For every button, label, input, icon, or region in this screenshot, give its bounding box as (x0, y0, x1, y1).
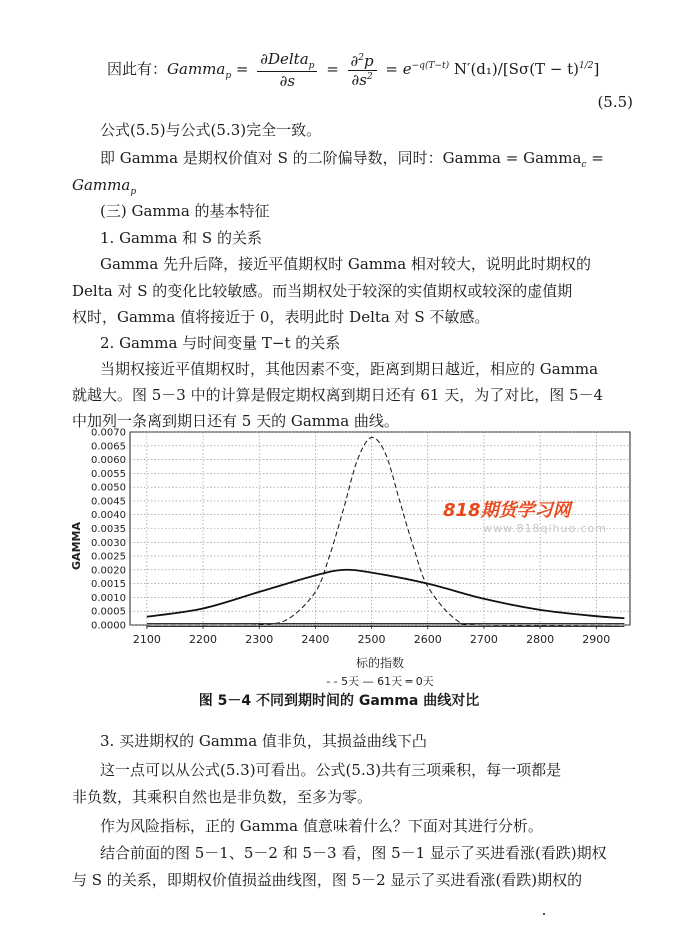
y-tick-label: 0.0065 (91, 441, 126, 453)
fraction-second-derivative: $\frac{\partial^2p}{\partial s^2}$ (348, 52, 377, 89)
y-tick-label: 0.0035 (91, 524, 126, 535)
watermark (443, 496, 607, 535)
x-tick-label: 2600 (413, 633, 442, 646)
y-tick-label: 0.0045 (91, 496, 126, 508)
paragraph-line: 权时，Gamma 值将接近于 0，表明此时 Delta 对 S 不敏感。 (72, 308, 490, 326)
y-tick-label: 0.0025 (91, 551, 126, 563)
paragraph-line: Gamma$_p$ (72, 176, 137, 197)
paragraph-line: 作为风险指标，正的 Gamma 值意味着什么？下面对其进行分析。 (100, 817, 543, 835)
formula-gamma-label: Gamma (167, 60, 226, 78)
x-tick-label: 2200 (189, 633, 218, 646)
x-tick-label: 2700 (469, 633, 498, 646)
paragraph-line: 就越大。图 5－3 中的计算是假定期权离到期日还有 61 天，为了对比，图 5－4 (72, 386, 604, 404)
series-61天-line (147, 570, 625, 618)
paragraph-line: 非负数，其乘积自然也是非负数，至多为零。 (72, 788, 373, 806)
formula-rhs: N′(d₁)/[Sσ(T − t) (453, 60, 580, 78)
gamma-comparison-chart (0, 420, 678, 690)
figure-caption: 图 5－4 不同到期时间的 Gamma 曲线对比 (198, 693, 480, 709)
formula-prefix: 因此有： (107, 60, 168, 78)
watermark-brand: 818期货学习网 (443, 500, 571, 521)
y-tick-label: 0.0060 (91, 455, 126, 467)
paragraph-line: 中加列一条离到期日还有 5 天的 Gamma 曲线。 (72, 412, 399, 430)
page-dot (543, 913, 545, 915)
paragraph-line: 这一点可以从公式(5.3)可看出。公式(5.3)共有三项乘积，每一项都是 (100, 761, 562, 779)
y-tick-label: 0.0030 (91, 537, 126, 549)
subsection-heading: 2. Gamma 与时间变量 T−t 的关系 (100, 334, 341, 352)
y-tick-label: 0.0040 (91, 510, 126, 522)
paragraph-line: Gamma 先升后降，接近平值期权时 Gamma 相对较大，说明此时期权的 (100, 255, 591, 273)
x-axis-label: 标的指数 (355, 656, 405, 670)
paragraph-line: Delta 对 S 的变化比较敏感。而当期权处于较深的实值期权或较深的虚值期 (72, 282, 573, 300)
x-tick-label: 2400 (301, 633, 330, 646)
y-tick-label: 0.0000 (91, 620, 126, 632)
y-tick-label: 0.0055 (91, 468, 126, 480)
paragraph-line: 与 S 的关系，即期权价值损益曲线图，图 5－2 显示了买进看涨(看跌)期权的 (72, 871, 583, 889)
subsection-heading: 1. Gamma 和 S 的关系 (100, 229, 262, 247)
x-tick-label: 2800 (526, 633, 555, 646)
x-tick-label: 2300 (245, 633, 274, 646)
y-tick-label: 0.0015 (91, 579, 126, 591)
equation-number: (5.5) (597, 93, 633, 111)
watermark-url: www.818qihuo.com (483, 522, 607, 535)
formula-5-5: 因此有：Gamma$_p$ = $\frac{\partial Delta_p}{\partial s}$ = $\frac{\partial^2p}{\partial s^2}$ = $e^{-q(T-t)}$ $N'(d_1)/[S\sigma(T - t)^{1/2}]$ (107, 50, 600, 90)
paragraph-line: 即 Gamma 是期权价值对 S 的二阶偏导数，同时：Gamma = Gamma$_c$ = (100, 149, 604, 170)
y-tick-label: 0.0020 (91, 565, 126, 577)
x-tick-label: 2900 (582, 633, 611, 646)
paragraph-line: 结合前面的图 5－1、5－2 和 5－3 看，图 5－1 显示了买进看涨(看跌)期权 (100, 844, 607, 862)
y-tick-label: 0.0070 (91, 427, 126, 439)
x-tick-label: 2500 (357, 633, 386, 646)
y-axis-label: GAMMA (70, 522, 83, 570)
x-tick-label: 2100 (132, 633, 161, 646)
section-heading: (三) Gamma 的基本特征 (100, 202, 270, 220)
subsection-heading: 3. 买进期权的 Gamma 值非负，其损益曲线下凸 (100, 732, 427, 750)
fraction-delta: $\frac{\partial Delta_p}{\partial s}$ (257, 50, 317, 90)
y-tick-label: 0.0005 (91, 606, 126, 618)
y-tick-label: 0.0010 (91, 592, 126, 604)
paragraph-line: 当期权接近平值期权时，其他因素不变，距离到期日越近，相应的 Gamma (100, 360, 599, 378)
y-tick-label: 0.0050 (91, 482, 126, 494)
chart-legend: - - 5天 — 61天 ═ 0天 (326, 675, 434, 688)
paragraph-line: 公式(5.5)与公式(5.3)完全一致。 (100, 121, 322, 139)
